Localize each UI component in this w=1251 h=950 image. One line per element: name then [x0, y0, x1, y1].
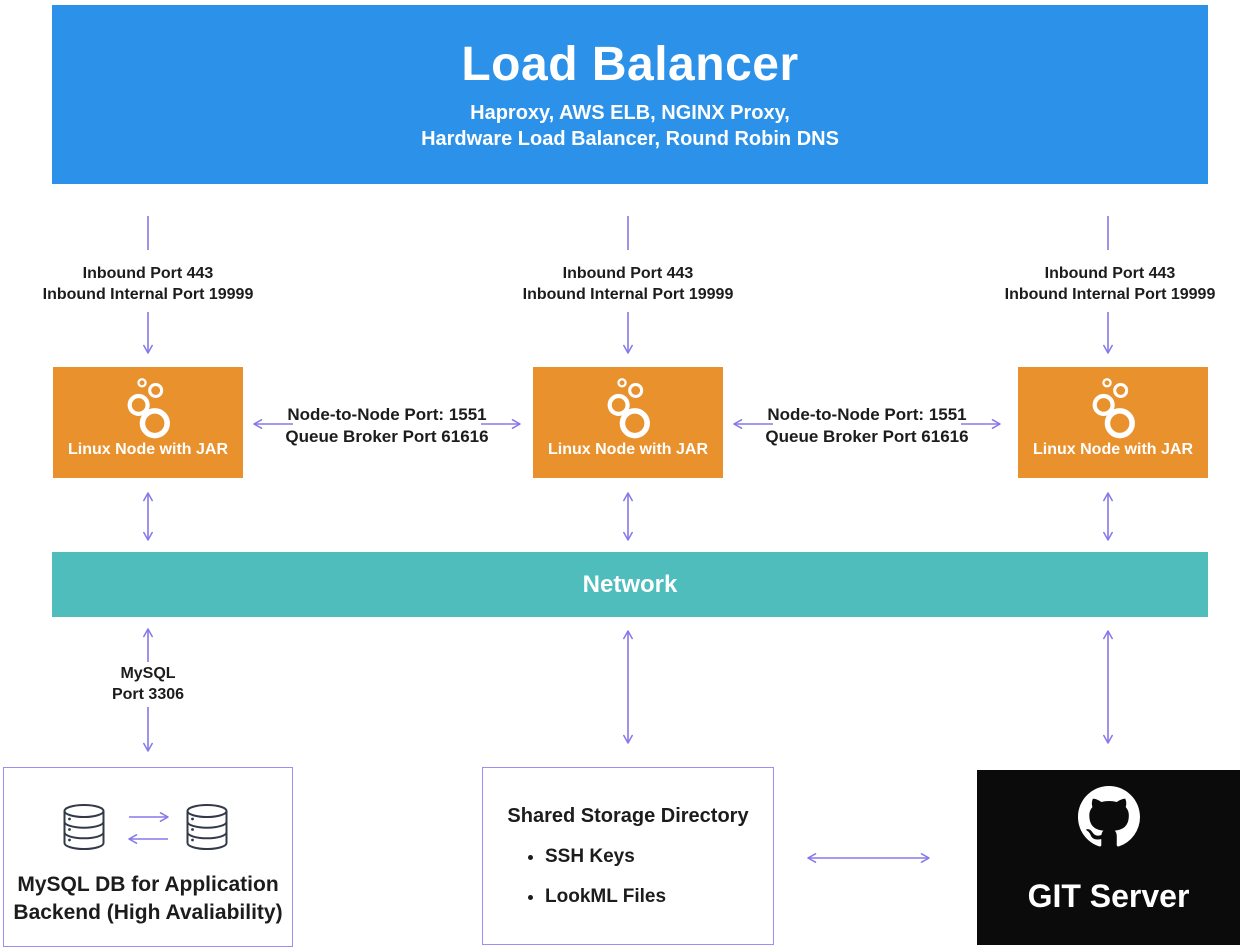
inbound-port-443-label: Inbound Port 443 [1044, 265, 1176, 282]
inbound-ports-label-right [980, 263, 1240, 305]
github-octocat-icon [1078, 786, 1140, 848]
mysql-label: MySQL [120, 665, 176, 682]
linux-node-box-left [53, 367, 243, 478]
queue-broker-port-label: Queue Broker Port 61616 [765, 427, 969, 446]
looker-bubbles-icon [602, 376, 654, 439]
queue-broker-port-label: Queue Broker Port 61616 [285, 427, 489, 446]
network-label: Network [582, 570, 678, 598]
linux-node-label: Linux Node with JAR [68, 441, 228, 458]
node-to-node-port-label: Node-to-Node Port: 1551 [767, 405, 967, 424]
shared-storage-list [527, 845, 773, 909]
load-balancer-box [52, 5, 1208, 184]
git-server-label: GIT Server [1027, 878, 1190, 914]
looker-bubbles-icon [122, 376, 174, 439]
looker-bubbles-icon [1087, 376, 1139, 439]
inbound-port-443-label: Inbound Port 443 [562, 265, 694, 282]
mysql-db-caption-line1: MySQL DB for Application [17, 873, 279, 896]
mysql-db-box [3, 767, 293, 947]
node-to-node-label-left [267, 404, 507, 448]
inbound-internal-port-label: Inbound Internal Port 19999 [42, 286, 254, 303]
mysql-port-label [78, 663, 218, 705]
mysql-db-caption-line2: Backend (High Avaliability) [13, 901, 283, 924]
mysql-db-caption [4, 871, 292, 927]
shared-storage-box [482, 767, 774, 945]
inbound-ports-label-left [18, 263, 278, 305]
linux-node-label: Linux Node with JAR [1033, 441, 1193, 458]
inbound-internal-port-label: Inbound Internal Port 19999 [522, 286, 734, 303]
network-bar [52, 552, 1208, 617]
load-balancer-subtitle [52, 100, 1208, 152]
linux-node-box-center [533, 367, 723, 478]
shared-storage-item-ssh-keys: • SSH Keys [545, 845, 773, 869]
load-balancer-subtitle-line1: Haproxy, AWS ELB, NGINX Proxy, [470, 102, 790, 124]
database-cylinder-icon [185, 803, 229, 851]
load-balancer-subtitle-line2: Hardware Load Balancer, Round Robin DNS [421, 128, 839, 150]
linux-node-label: Linux Node with JAR [548, 441, 708, 458]
node-to-node-port-label: Node-to-Node Port: 1551 [287, 405, 487, 424]
shared-storage-item-lookml-files: • LookML Files [545, 885, 773, 909]
database-cylinder-icon [62, 803, 106, 851]
inbound-ports-label-center [498, 263, 758, 305]
shared-storage-title: Shared Storage Directory [507, 805, 749, 827]
inbound-internal-port-label: Inbound Internal Port 19999 [1004, 286, 1216, 303]
node-to-node-label-right [747, 404, 987, 448]
inbound-port-443-label: Inbound Port 443 [82, 265, 214, 282]
load-balancer-title: Load Balancer [461, 38, 799, 91]
linux-node-box-right [1018, 367, 1208, 478]
git-server-box [977, 770, 1240, 945]
mysql-port-3306-label: Port 3306 [111, 686, 185, 703]
